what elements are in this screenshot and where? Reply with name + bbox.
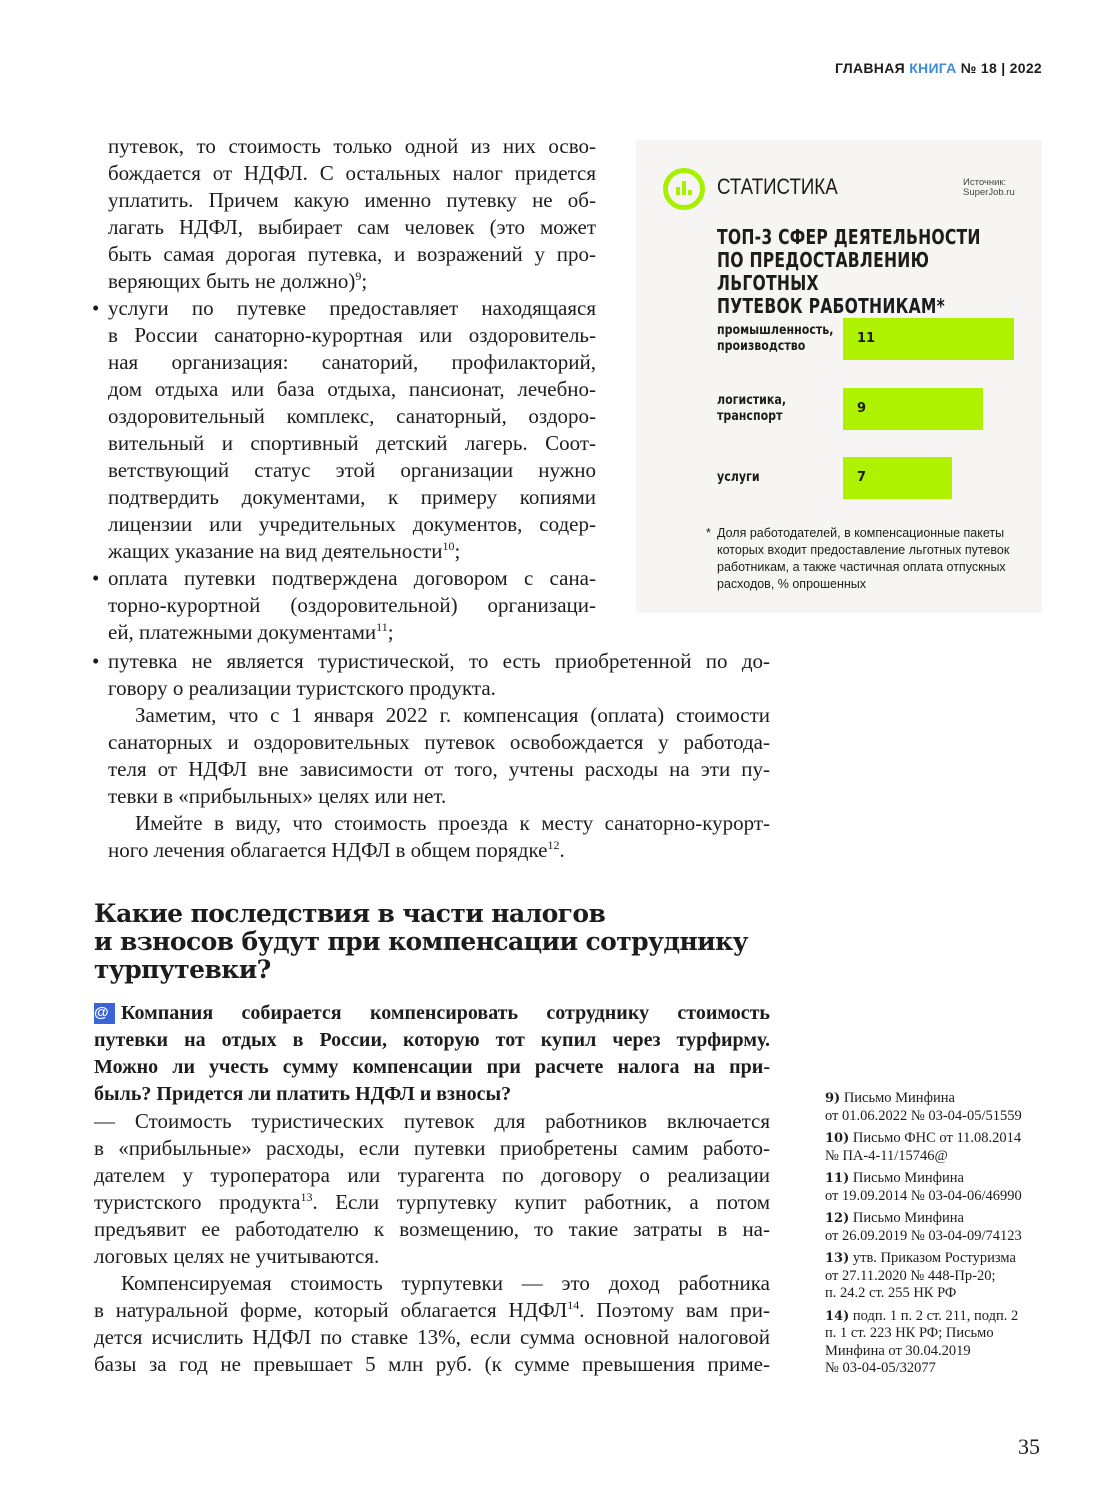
- footnote-line: № 03-04-05/32077: [825, 1360, 936, 1376]
- footnote-line: п. 1 ст. 223 НК РФ; Письмо: [825, 1325, 994, 1341]
- text-line: • оплата путевки подтверждена договором с сана-: [108, 566, 596, 590]
- chart-title: [717, 226, 1029, 318]
- footnote-line: Минфина от 30.04.2019: [825, 1342, 971, 1359]
- note-line: которых входит предоставление льготных путевок: [717, 543, 1010, 557]
- running-header: [835, 60, 1042, 76]
- footnote: [825, 1090, 1055, 1125]
- footnote-ref: 10: [442, 539, 455, 553]
- text-line: уплатить. Причем какую именно путевку не об-: [108, 188, 596, 212]
- paragraph: [94, 1270, 770, 1378]
- chart-title-line: ТОП-3 СФЕР ДЕЯТЕЛЬНОСТИ: [717, 225, 981, 249]
- value-label: 9: [857, 401, 867, 416]
- footnote-line: 11) Письмо Минфина: [825, 1170, 964, 1186]
- text-line: веряющих быть не должно)$^9$;: [108, 269, 368, 293]
- text-line: оздоровительный комплекс, санаторный, оздоро-: [108, 404, 596, 428]
- text-line: • услуги по путевке предоставляет находящаяся: [108, 296, 596, 320]
- footnote-number: 13): [825, 1251, 850, 1266]
- text-line: предъявит ее работодателю к возмещению, то такие затраты в на-: [94, 1217, 770, 1241]
- text-line: торно-курортной (оздоровительной) организаци-: [108, 593, 596, 617]
- body-text-column-middle: [108, 648, 770, 864]
- source-label: Источник:: [963, 177, 1007, 188]
- footnote-line: от 27.11.2020 № 448-Пр-20;: [825, 1267, 996, 1284]
- text-line: @ Компания собирается компенсировать сотруднику стоимость: [94, 1002, 770, 1024]
- email-icon: @: [94, 1003, 115, 1024]
- text-line: быль? Придется ли платить НДФЛ и взносы?: [94, 1083, 512, 1105]
- heading-line: турпутевки?: [94, 955, 271, 984]
- issue-number: № 18 | 2022: [960, 60, 1042, 76]
- footnote-ref: 9: [355, 269, 362, 283]
- category-label-line: логистика,: [717, 393, 787, 408]
- chart-title-line: ПУТЕВОК РАБОТНИКАМ*: [717, 294, 946, 318]
- text-line: • путевка не является туристической, то есть приобретенной по до-: [108, 649, 770, 673]
- chart-footnote: [706, 525, 1036, 593]
- note-line: расходов, % опрошенных: [717, 577, 867, 591]
- bullet-item: [108, 648, 770, 702]
- footnote-line: от 01.06.2022 № 03-04-05/51559: [825, 1107, 1022, 1124]
- text-line: тевки в «прибыльных» целях или нет.: [108, 784, 447, 808]
- note-line: работникам, а также частичная оплата отпускных: [717, 560, 1006, 574]
- text-line: Компенсируемая стоимость турпутевки — это доход работника: [121, 1271, 770, 1295]
- text-line: теля от НДФЛ вне зависимости от того, учтены расходы на эти пу-: [108, 757, 770, 781]
- text-line: жащих указание на вид деятельности$^{10}$;: [108, 539, 461, 563]
- text-line: туристского продукта$^{13}$. Если турпутевку купит работник, а потом: [94, 1190, 770, 1214]
- text-line: бождается от НДФЛ. С остальных налог придется: [108, 161, 596, 185]
- footnote: [825, 1308, 1055, 1378]
- text-line: санаторных и оздоровительных путевок освобождается у работода-: [108, 730, 770, 754]
- footnote-line: 13) утв. Приказом Ростуризма: [825, 1250, 1016, 1266]
- text-line: в «прибыльные» расходы, если путевки приобретены самим работо-: [94, 1136, 770, 1160]
- text-line: Заметим, что с 1 января 2022 г. компенсация (оплата) стоимости: [135, 703, 770, 727]
- footnote-number: 11): [825, 1171, 850, 1186]
- paragraph: [94, 1108, 770, 1270]
- footnote-ref: 12: [547, 838, 560, 852]
- footnote-number: 14): [825, 1308, 850, 1324]
- text-line: Можно ли учесть сумму компенсации при расчете налога на при-: [94, 1056, 770, 1078]
- category-label: [717, 323, 836, 355]
- footnote-line: от 26.09.2019 № 03-04-09/74123: [825, 1227, 1022, 1244]
- source-value: SuperJob.ru: [963, 187, 1015, 198]
- footnote-line: 12) Письмо Минфина: [825, 1210, 964, 1226]
- category-label-line: услуги: [717, 470, 760, 485]
- note-line: Доля работодателей, в компенсационные пакеты: [717, 526, 1005, 540]
- text-line: подтвердить документами, к примеру копиями: [108, 485, 596, 509]
- statistics-box: [636, 140, 1042, 613]
- footnote: [825, 1250, 1055, 1303]
- text-line: говору о реализации туристского продукта.: [108, 676, 496, 700]
- text-line: дателем у туроператора или турагента по договору о реализации: [94, 1163, 770, 1187]
- category-label-line: производство: [717, 339, 806, 354]
- category-label: [717, 470, 836, 486]
- heading-line: Какие последствия в части налогов: [94, 899, 606, 928]
- heading-line: и взносов будут при компенсации сотруднику: [94, 927, 748, 956]
- text-line: ветствующий статус этой организации нужно: [108, 458, 596, 482]
- footnote-line: 9) Письмо Минфина: [825, 1090, 955, 1106]
- brand-accent: КНИГА: [909, 60, 957, 76]
- value-label: 11: [857, 331, 876, 346]
- text-line: логовых целях не учитываются.: [94, 1244, 380, 1268]
- text-line: лагать НДФЛ, выбирает сам человек (это может: [108, 215, 596, 239]
- bullet-item: [108, 295, 596, 565]
- footnote-ref: 11: [376, 620, 388, 634]
- footnote-line: от 19.09.2014 № 03-04-06/46990: [825, 1187, 1022, 1204]
- text-line: дется исчислить НДФЛ по ставке 13%, если сумма основной налоговой: [94, 1325, 770, 1349]
- footnote-line: 10) Письмо ФНС от 11.08.2014: [825, 1130, 1022, 1146]
- answer-text: [94, 1108, 770, 1378]
- text-line: ного лечения облагается НДФЛ в общем порядке$^{12}$.: [108, 838, 565, 862]
- bar: [843, 388, 983, 430]
- section-heading: [94, 900, 748, 984]
- text-line: путевок, то стоимость только одной из них осво-: [108, 134, 596, 158]
- paragraph: [108, 702, 770, 810]
- footnote-number: 10): [825, 1131, 850, 1146]
- bar: [843, 457, 952, 499]
- source: [963, 178, 1015, 198]
- text-line: путевки на отдых в России, которую тот купил через турфирму.: [94, 1029, 770, 1051]
- bar-row: [717, 457, 1037, 499]
- text-line: дом отдыха или база отдыха, пансионат, лечебно-: [108, 377, 596, 401]
- value-label: 7: [857, 470, 867, 485]
- body-text-column-top: [108, 133, 596, 646]
- text-line: вительный и спортивный детский лагерь. Соот-: [108, 431, 596, 455]
- paragraph: [108, 133, 596, 295]
- footnotes: [825, 1090, 1055, 1383]
- bar-chart-icon: [663, 168, 705, 210]
- text-line: ная организация: санаторий, профилакторий,: [108, 350, 596, 374]
- footnote: [825, 1170, 1055, 1205]
- statistics-label: СТАТИСТИКА: [717, 174, 838, 199]
- category-label-line: промышленность,: [717, 323, 834, 338]
- footnote-line: п. 24.2 ст. 255 НК РФ: [825, 1285, 957, 1301]
- bar-row: [717, 388, 1037, 430]
- footnote-mark: *: [706, 526, 711, 540]
- footnote-line: № ПА-4-11/15746@: [825, 1147, 948, 1164]
- page-number: 35: [1018, 1434, 1040, 1459]
- text-line: быть самая дорогая путевка, и возражений у про-: [108, 242, 596, 266]
- category-label-line: транспорт: [717, 409, 783, 424]
- footnote-ref: 13: [300, 1190, 313, 1204]
- bullet-item: [108, 565, 596, 646]
- footnote-ref: 14: [567, 1298, 580, 1312]
- text-line: — Стоимость туристических путевок для работников включается: [94, 1109, 770, 1133]
- text-line: в натуральной форме, который облагается НДФЛ$^{14}$. Поэтому вам при-: [94, 1298, 770, 1322]
- text-line: лицензии или учредительных документов, содер-: [108, 512, 596, 536]
- chart-title-line: ПО ПРЕДОСТАВЛЕНИЮ ЛЬГОТНЫХ: [717, 248, 930, 295]
- footnote: [825, 1210, 1055, 1245]
- category-label: [717, 393, 836, 425]
- footnote-number: 9): [825, 1091, 841, 1106]
- text-line: ей, платежными документами$^{11}$;: [108, 620, 394, 644]
- brand-name: ГЛАВНАЯ: [834, 60, 905, 76]
- footnote: [825, 1130, 1055, 1165]
- bar: [843, 318, 1014, 360]
- footnote-line: 14) подп. 1 п. 2 ст. 211, подп. 2: [825, 1307, 1019, 1324]
- text-line: в России санаторно-курортная или оздоровитель-: [108, 323, 596, 347]
- footnote-number: 12): [825, 1211, 850, 1226]
- text-line: Имейте в виду, что стоимость проезда к месту санаторно-курорт-: [135, 811, 770, 835]
- paragraph: [108, 810, 770, 864]
- reader-question: [94, 1000, 770, 1108]
- bar-row: [717, 318, 1037, 360]
- text-line: базы за год не превышает 5 млн руб. (к сумме превышения приме-: [94, 1352, 770, 1376]
